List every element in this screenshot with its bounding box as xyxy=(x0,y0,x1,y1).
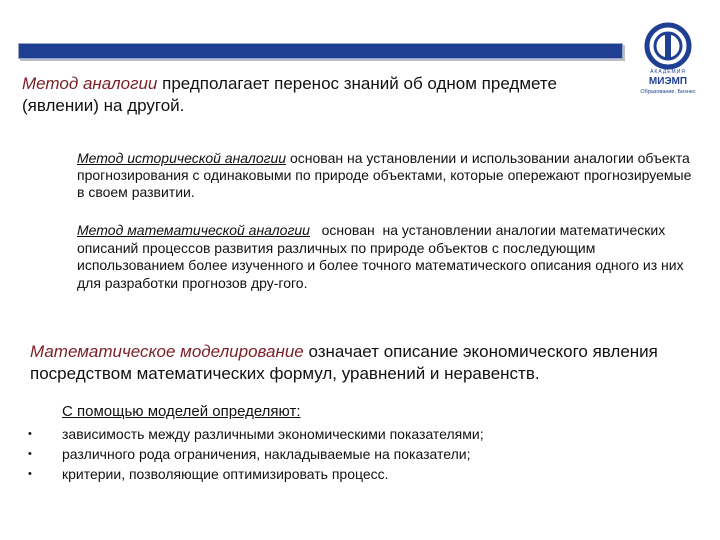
analogy-method-term: Метод аналогии xyxy=(22,74,158,93)
academy-logo xyxy=(632,18,704,98)
academy-emblem-icon xyxy=(632,18,704,98)
logo-motto: Образование. Бизнес xyxy=(640,89,696,95)
models-heading: С помощью моделей определяют: xyxy=(62,403,301,420)
list-item xyxy=(22,444,484,464)
math-modeling-definition xyxy=(30,341,710,385)
list-item-text: различного рода ограничения, накладываемые на показатели; xyxy=(62,446,471,462)
analogy-method-definition xyxy=(22,73,582,117)
math-modeling-text: означает описание экономического явления посредством математических формул, уравнений и неравенств. xyxy=(30,342,658,383)
logo-name: МИЭМП xyxy=(648,76,688,87)
list-item xyxy=(22,424,484,444)
historical-analogy-definition xyxy=(77,150,697,201)
math-modeling-term: Математическое моделирование xyxy=(30,342,304,361)
math-analogy-definition xyxy=(77,222,697,292)
header-bar xyxy=(18,43,623,59)
math-analogy-term: Метод математической аналогии xyxy=(77,222,310,238)
historical-analogy-term: Метод исторической аналогии xyxy=(77,150,287,166)
bullet-icon: • xyxy=(28,448,32,460)
analogy-method-text: предполагает перенос знаний об одном предмете (явлении) на другой. xyxy=(22,74,557,115)
list-item xyxy=(22,464,484,484)
bullet-icon: • xyxy=(28,468,32,480)
bullet-icon: • xyxy=(28,428,32,440)
models-list xyxy=(22,424,484,484)
historical-analogy-text: основан на установлении и использовании аналогии объекта прогнозирования с одинаковыми по природе объектами, которые опережают прогнозируемые в своем развитии. xyxy=(77,150,692,200)
math-analogy-text: основан на установлении аналогии математических описаний процессов развития различных по природе объектов с последующим использованием более изученного и более точного математического описания одного из них для разработки прогнозов дру-гого. xyxy=(77,222,688,291)
logo-top-text: АКАДЕМИЯ xyxy=(650,69,686,75)
list-item-text: критерии, позволяющие оптимизировать процесс. xyxy=(62,466,389,482)
list-item-text: зависимость между различными экономическими показателями; xyxy=(62,426,484,442)
